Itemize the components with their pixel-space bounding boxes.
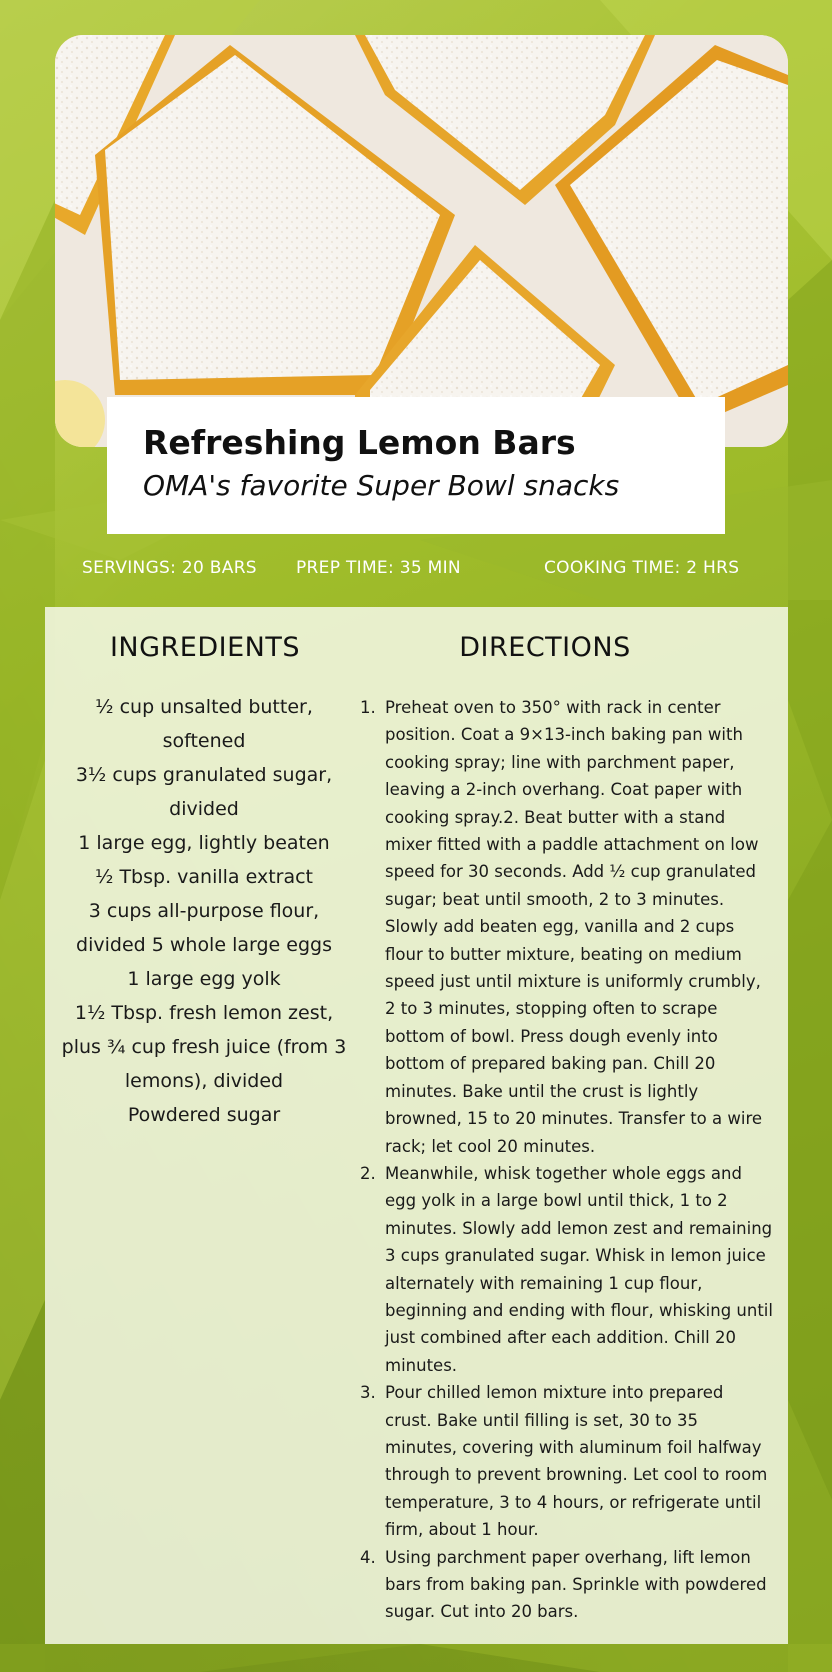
ingredient-item: 1 large egg yolk [127,968,281,990]
ingredient-item: 1½ Tbsp. fresh lemon zest, plus ¾ cup fresh juice (from 3 lemons), divided [61,1002,347,1092]
direction-step: 1. Preheat oven to 350° with rack in center position. Coat a 9×13-inch baking pan with cooking spray; line with parchment paper, leaving a 2-inch overhang. Coat paper with cooking spray.2. Beat butter with a stand mixer fitted with a paddle attachment on low speed for 30 seconds. Add ½ cup granulated sugar; beat until smooth, 2 to 3 minutes. Slowly add beaten egg, vanilla and 2 cups flour to butter mixture, beating on medium speed just until mixture is uniformly crumbly, 2 to 3 minutes, stopping often to scrape bottom of bowl. Press dough evenly into bottom of prepared baking pan. Chill 20 minutes. Bake until the crust is lightly browned, 15 to 20 minutes. Transfer to a wire rack; let cool 20 minutes. [381,694,773,1160]
ingredient-item: ½ cup unsalted butter, softened [95,696,313,752]
prep-time-info: PREP TIME: 35 MIN [296,558,461,578]
lemon-bars-illustration [55,35,788,447]
ingredient-item: 3½ cups granulated sugar, divided [75,764,333,820]
direction-step: 2. Meanwhile, whisk together whole eggs and egg yolk in a large bowl until thick, 1 to 2 minutes. Slowly add lemon zest and remaining 3 cups granulated sugar. Whisk in lemon juice alternately with remaining 1 cup flour, beginning and ending with flour, whisking until just combined after each addition. Chill 20 minutes. [381,1160,773,1379]
ingredient-item: 1 large egg, lightly beaten [78,832,330,854]
ingredient-item: Powdered sugar [127,1104,281,1126]
hero-photo [55,35,788,447]
ingredients-list [55,690,353,1132]
recipe-subtitle: OMA's favorite Super Bowl snacks [143,468,620,502]
recipe-title: Refreshing Lemon Bars [143,423,576,462]
cooking-time-info: COOKING TIME: 2 HRS [544,558,740,578]
directions-list [366,694,773,1626]
directions-heading: DIRECTIONS [459,632,631,663]
direction-step: 3. Pour chilled lemon mixture into prepared crust. Bake until filling is set, 30 to 35 minutes, covering with aluminum foil halfway through to prevent browning. Let cool to room temperature, 3 to 4 hours, or refrigerate until firm, about 1 hour. [381,1379,773,1543]
ingredient-item: 3 cups all-purpose flour, divided 5 whole large eggs [76,900,332,956]
ingredient-item: ½ Tbsp. vanilla extract [94,866,313,888]
title-card [107,397,725,534]
ingredients-heading: INGREDIENTS [109,632,301,663]
direction-step: 4. Using parchment paper overhang, lift lemon bars from baking pan. Sprinkle with powdered sugar. Cut into 20 bars. [381,1544,773,1626]
servings-info: SERVINGS: 20 BARS [82,558,257,578]
